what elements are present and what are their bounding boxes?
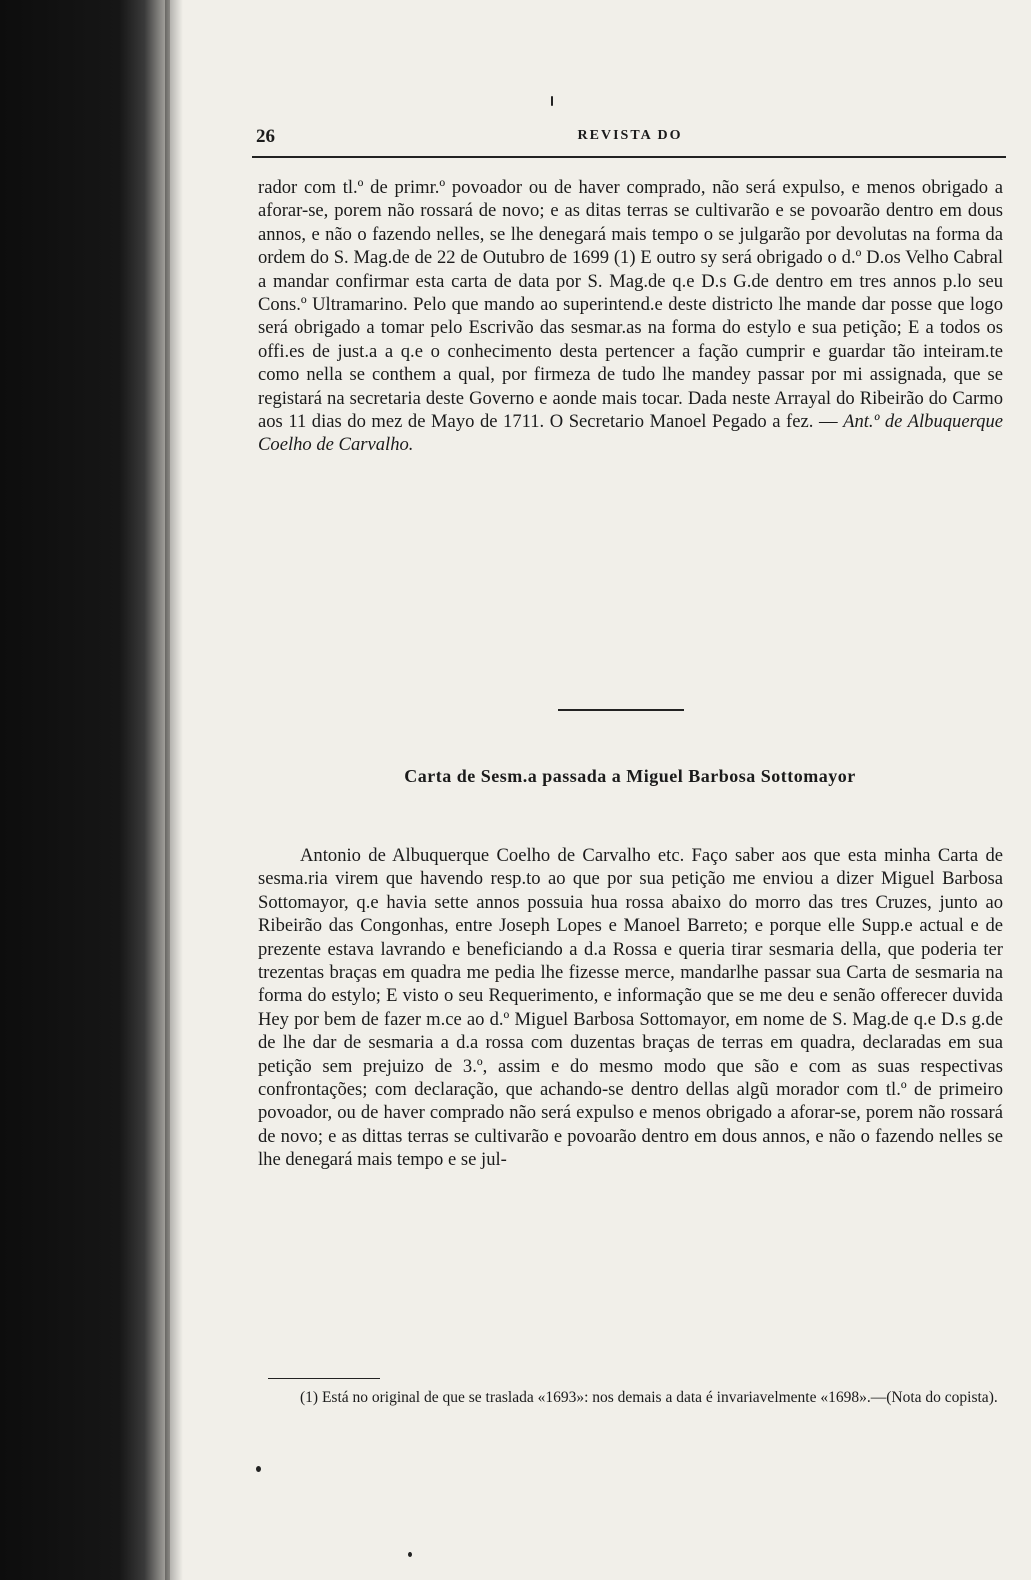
section-divider [558,709,684,711]
footnote: (1) Está no original de que se traslada «1693»: nos demais a data é invariavelmente «1698».—(Nota do copista). [300,1389,998,1406]
paragraph-text: rador com tl.º de primr.º povoador ou de haver comprado, não será expulso, e menos obrigado a aforar-se, porem não rossará de novo; e as ditas terras se cultivarão e se povoarão dentro em dous annos, e não o fazendo nelles, se lhe denegará mais tempo o se julgarão por devolutas na forma da ordem do S. Mag.de de 22 de Outubro de 1699 (1) E outro sy será obrigado o d.º D.os Velho Cabral a mandar confirmar esta carta de data por S. Mag.de q.e D.s G.de dentro em tres annos p.lo seu Cons.º Ultramarino. Pelo que mando ao superintend.e deste districto lhe mande dar posse que logo será obrigado a tomar pelo Escrivão das sesmar.as na forma do estylo e sua petição; E a todos os offi.es de just.a a q.e o conhecimento desta pertencer a fação cumprir e guardar tão inteiram.te como nella se conthem a qual, por firmeza de tudo lhe mandey passar por mi assignada, que se registará na secretaria deste Governo e aonde mais tocar. Dada neste Arrayal do Ribeirão do Carmo aos 11 dias do mez de Mayo de 1711. O Secretario Manoel Pegado a fez. — [258,177,1003,433]
book-binding-shadow [0,0,170,1580]
ink-speck [256,1466,261,1472]
page-header [256,126,1004,152]
ink-speck [408,1552,412,1557]
section-title: Carta de Sesm.a passada a Miguel Barbosa Sottomayor [404,766,856,786]
paragraph-text: Antonio de Albuquerque Coelho de Carvalho etc. Faço saber aos que esta minha Carta de sesma.ria virem que havendo resp.to ao que por sua petição me enviou a dizer Miguel Barbosa Sottomayor, q.e havia sette annos possuia hua rossa abaixo do morro das tres Cruzes, junto ao Ribeirão das Congonhas, entre Joseph Lopes e Manoel Barreto; e porque elle Supp.e actual e de prezente estava lavrando e beneficiando a d.a Rossa e queria tirar sesmaria della, que poderia ter trezentas braças em quadra me pedia lhe fizesse merce, mandarlhe passar sua Carta de sesmaria na forma do estylo; E visto o seu Requerimento, e informação que se me deu e senão offerecer duvida Hey por bem de fazer m.ce ao d.º Miguel Barbosa Sottomayor, em nome de S. Mag.de q.e D.s g.de de lhe dar de sesmaria a d.a rossa com duzentas braças de terras em quadra, declaradas em sua petição sem prejuizo de 3.º, assim e do mesmo modo que são e com as suas respectivas confrontações; com declaração, que achando-se dentro dellas algũ morador com tl.º de primeiro povoador, ou de haver comprado não será expulso e menos obrigado a aforar-se, porem não rossará de novo; e as dittas terras se cultivarão e povoarão dentro em dous annos, e não o fazendo nelles se lhe denegará mais tempo e se jul- [258,845,1003,1171]
header-rule [252,156,1006,158]
running-title: REVISTA DO [577,128,683,143]
page-number: 26 [256,126,275,147]
body-paragraph-continued [258,176,1003,457]
footnote-rule [268,1378,380,1379]
body-paragraph [258,844,1003,1172]
ink-speck [551,96,553,106]
gutter-shadow [165,0,183,1580]
signature: Ant.º de Albuquerque Coelho de Carvalho. [258,411,1003,456]
